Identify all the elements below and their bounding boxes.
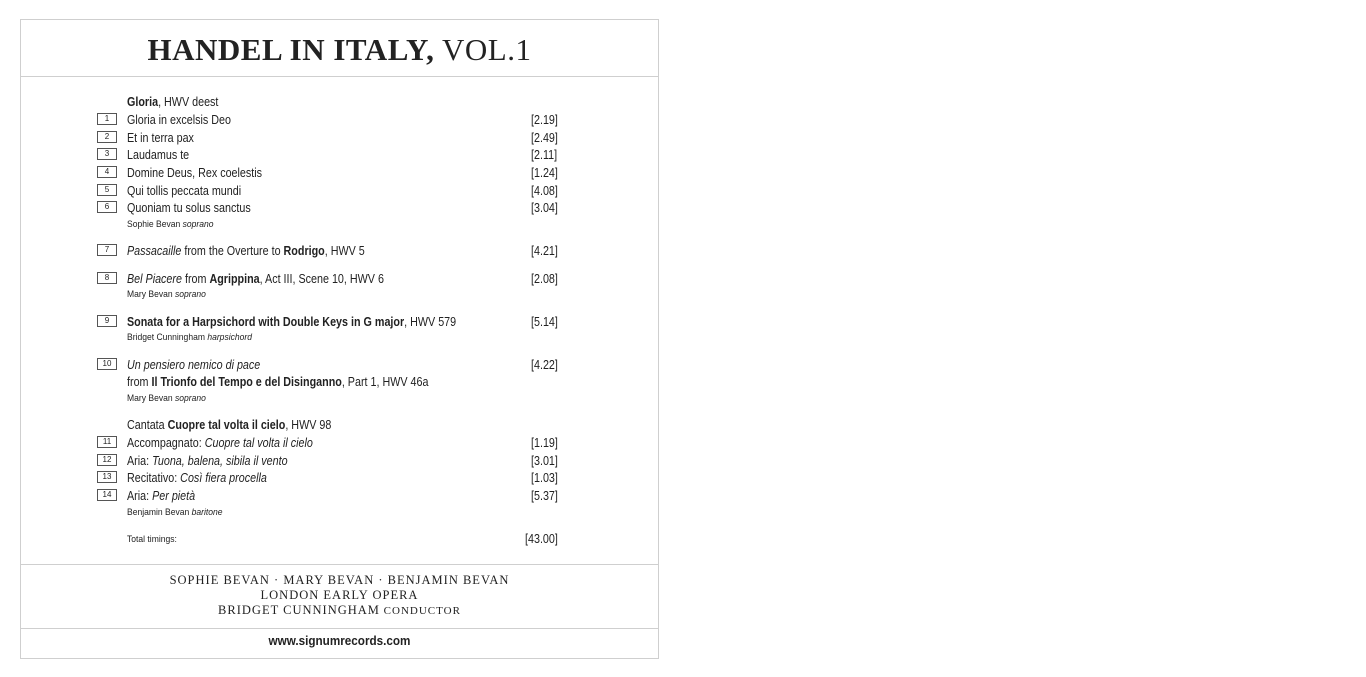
conductor-line: BRIDGET CUNNINGHAM CONDUCTOR xyxy=(218,603,461,617)
divider xyxy=(21,628,658,629)
total-timings-value: [43.00] xyxy=(525,532,558,546)
track-number: 12 xyxy=(97,454,117,466)
track-duration: [4.22] xyxy=(531,358,558,372)
track-duration: [3.01] xyxy=(531,454,558,468)
performer-credit: Mary Bevan soprano xyxy=(127,289,206,300)
track-duration: [2.08] xyxy=(531,272,558,286)
work-source: from Il Trionfo del Tempo e del Disinganno, Part 1, HWV 46a xyxy=(127,375,429,389)
track-title: Laudamus te xyxy=(127,148,190,162)
tracklist-card xyxy=(20,19,659,659)
track-title: Aria: Per pietà xyxy=(127,489,196,503)
ensemble-name: LONDON EARLY OPERA xyxy=(260,588,419,602)
track-duration: [4.08] xyxy=(531,184,558,198)
work-heading-bel-piacere: Bel Piacere from Agrippina, Act III, Scene 10, HWV 6 xyxy=(127,272,384,286)
performer-credit: Bridget Cunningham harpsichord xyxy=(127,332,253,343)
track-title: Domine Deus, Rex coelestis xyxy=(127,166,263,180)
track-number: 8 xyxy=(97,272,117,284)
track-duration: [5.14] xyxy=(531,315,558,329)
track-number: 2 xyxy=(97,131,117,143)
track-number: 9 xyxy=(97,315,117,327)
track-duration: [2.11] xyxy=(531,148,558,162)
track-number: 13 xyxy=(97,471,117,483)
work-heading-pensiero: Un pensiero nemico di pace xyxy=(127,358,261,372)
divider xyxy=(21,564,658,565)
track-number: 1 xyxy=(97,113,117,125)
track-duration: [1.03] xyxy=(531,471,558,485)
track-number: 6 xyxy=(97,201,117,213)
track-duration: [2.19] xyxy=(531,113,558,127)
track-number: 10 xyxy=(97,358,117,370)
track-number: 5 xyxy=(97,184,117,196)
album-title xyxy=(21,32,658,68)
total-timings-label: Total timings: xyxy=(127,534,177,545)
track-title: Aria: Tuona, balena, sibila il vento xyxy=(127,454,288,468)
performer-credit: Mary Bevan soprano xyxy=(127,393,206,404)
track-number: 4 xyxy=(97,166,117,178)
track-duration: [5.37] xyxy=(531,489,558,503)
track-title: Accompagnato: Cuopre tal volta il cielo xyxy=(127,436,313,450)
divider xyxy=(21,76,658,77)
work-heading-cantata: Cantata Cuopre tal volta il cielo, HWV 98 xyxy=(127,418,332,432)
performers-line: SOPHIE BEVAN · MARY BEVAN · BENJAMIN BEVAN xyxy=(169,573,510,587)
website-link[interactable]: www.signumrecords.com xyxy=(268,633,411,648)
track-number: 14 xyxy=(97,489,117,501)
album-title-main: HANDEL IN ITALY, xyxy=(147,32,435,67)
track-title: Et in terra pax xyxy=(127,131,194,145)
track-duration: [4.21] xyxy=(531,244,558,258)
track-duration: [2.49] xyxy=(531,131,558,145)
track-duration: [3.04] xyxy=(531,201,558,215)
track-title: Quoniam tu solus sanctus xyxy=(127,201,251,215)
album-title-volume: VOL.1 xyxy=(442,32,532,67)
track-duration: [1.24] xyxy=(531,166,558,180)
track-title: Gloria in excelsis Deo xyxy=(127,113,231,127)
track-number: 7 xyxy=(97,244,117,256)
track-title: Qui tollis peccata mundi xyxy=(127,184,242,198)
track-number: 11 xyxy=(97,436,117,448)
work-heading-gloria: Gloria, HWV deest xyxy=(127,95,219,109)
track-title: Recitativo: Così fiera procella xyxy=(127,471,267,485)
work-heading-passacaille: Passacaille from the Overture to Rodrigo, HWV 5 xyxy=(127,244,365,258)
performer-credit: Sophie Bevan soprano xyxy=(127,219,214,230)
track-duration: [1.19] xyxy=(531,436,558,450)
work-heading-sonata: Sonata for a Harpsichord with Double Keys in G major, HWV 579 xyxy=(127,315,457,329)
track-number: 3 xyxy=(97,148,117,160)
performer-credit: Benjamin Bevan baritone xyxy=(127,507,223,518)
